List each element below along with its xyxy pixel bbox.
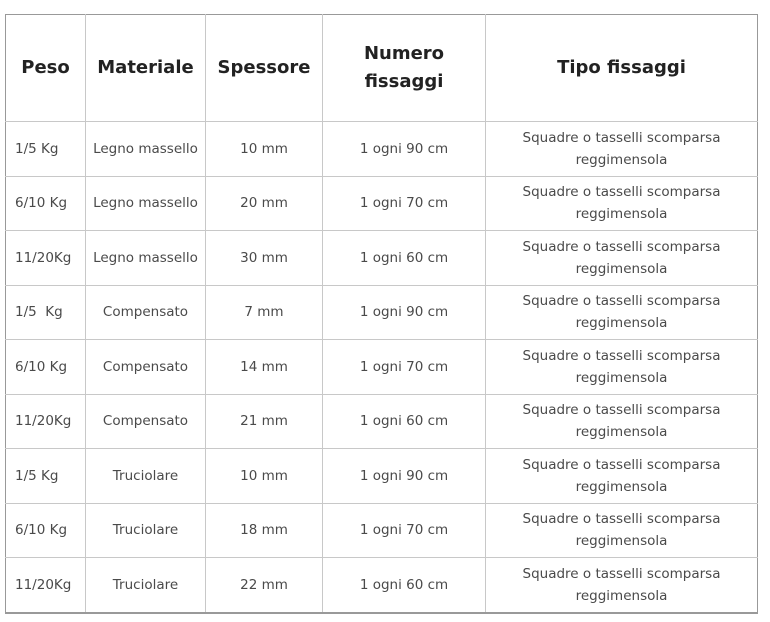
cell-materiale: Legno massello bbox=[86, 176, 206, 231]
table-row bbox=[6, 285, 758, 340]
cell-tipo-fissaggi bbox=[486, 285, 758, 340]
cell-spessore: 10 mm bbox=[206, 122, 323, 177]
cell-peso: 1/5 Kg bbox=[6, 449, 86, 504]
cell-peso: 11/20Kg bbox=[6, 558, 86, 613]
cell-tipo-fissaggi bbox=[486, 503, 758, 558]
table-row bbox=[6, 449, 758, 504]
cell-materiale: Compensato bbox=[86, 340, 206, 395]
header-numero-fissaggi-label: Numero fissaggi bbox=[363, 43, 445, 92]
cell-peso: 11/20Kg bbox=[6, 231, 86, 286]
cell-numero-fissaggi: 1 ogni 60 cm bbox=[323, 394, 486, 449]
cell-peso: 6/10 Kg bbox=[6, 503, 86, 558]
cell-numero-fissaggi: 1 ogni 90 cm bbox=[323, 122, 486, 177]
table-row bbox=[6, 340, 758, 395]
cell-numero-fissaggi: 1 ogni 90 cm bbox=[323, 285, 486, 340]
shelf-fixing-table bbox=[5, 14, 758, 614]
header-tipo-fissaggi: Tipo fissaggi bbox=[486, 15, 758, 122]
cell-tipo-fissaggi bbox=[486, 558, 758, 613]
cell-spessore: 18 mm bbox=[206, 503, 323, 558]
cell-spessore: 22 mm bbox=[206, 558, 323, 613]
cell-numero-fissaggi: 1 ogni 70 cm bbox=[323, 340, 486, 395]
cell-tipo-fissaggi bbox=[486, 231, 758, 286]
cell-tipo-fissaggi-text: Squadre o tasselli scomparsa reggimensola bbox=[522, 293, 721, 332]
cell-tipo-fissaggi bbox=[486, 122, 758, 177]
cell-materiale: Legno massello bbox=[86, 231, 206, 286]
cell-materiale: Compensato bbox=[86, 285, 206, 340]
table-row bbox=[6, 394, 758, 449]
cell-tipo-fissaggi-text: Squadre o tasselli scomparsa reggimensola bbox=[522, 238, 721, 277]
cell-materiale: Truciolare bbox=[86, 558, 206, 613]
cell-tipo-fissaggi-text: Squadre o tasselli scomparsa reggimensola bbox=[522, 565, 721, 604]
cell-spessore: 20 mm bbox=[206, 176, 323, 231]
cell-peso: 11/20Kg bbox=[6, 394, 86, 449]
cell-numero-fissaggi: 1 ogni 60 cm bbox=[323, 558, 486, 613]
table-row bbox=[6, 176, 758, 231]
cell-spessore: 14 mm bbox=[206, 340, 323, 395]
cell-tipo-fissaggi-text: Squadre o tasselli scomparsa reggimensola bbox=[522, 402, 721, 441]
cell-numero-fissaggi: 1 ogni 90 cm bbox=[323, 449, 486, 504]
cell-materiale: Legno massello bbox=[86, 122, 206, 177]
table-row bbox=[6, 558, 758, 613]
cell-spessore: 30 mm bbox=[206, 231, 323, 286]
table-row bbox=[6, 503, 758, 558]
header-peso: Peso bbox=[6, 15, 86, 122]
cell-tipo-fissaggi-text: Squadre o tasselli scomparsa reggimensola bbox=[522, 129, 721, 168]
cell-spessore: 7 mm bbox=[206, 285, 323, 340]
cell-peso: 1/5 Kg bbox=[6, 122, 86, 177]
cell-materiale: Compensato bbox=[86, 394, 206, 449]
cell-peso: 6/10 Kg bbox=[6, 340, 86, 395]
cell-peso: 6/10 Kg bbox=[6, 176, 86, 231]
cell-numero-fissaggi: 1 ogni 60 cm bbox=[323, 231, 486, 286]
cell-tipo-fissaggi bbox=[486, 394, 758, 449]
cell-numero-fissaggi: 1 ogni 70 cm bbox=[323, 176, 486, 231]
cell-tipo-fissaggi-text: Squadre o tasselli scomparsa reggimensola bbox=[522, 184, 721, 223]
cell-spessore: 21 mm bbox=[206, 394, 323, 449]
cell-materiale: Truciolare bbox=[86, 503, 206, 558]
cell-tipo-fissaggi-text: Squadre o tasselli scomparsa reggimensola bbox=[522, 347, 721, 386]
table-row bbox=[6, 231, 758, 286]
header-spessore: Spessore bbox=[206, 15, 323, 122]
header-materiale: Materiale bbox=[86, 15, 206, 122]
cell-tipo-fissaggi-text: Squadre o tasselli scomparsa reggimensola bbox=[522, 456, 721, 495]
table-row bbox=[6, 122, 758, 177]
cell-tipo-fissaggi-text: Squadre o tasselli scomparsa reggimensola bbox=[522, 511, 721, 550]
header-numero-fissaggi bbox=[323, 15, 486, 122]
cell-tipo-fissaggi bbox=[486, 176, 758, 231]
cell-spessore: 10 mm bbox=[206, 449, 323, 504]
table-header-row bbox=[6, 15, 758, 122]
cell-numero-fissaggi: 1 ogni 70 cm bbox=[323, 503, 486, 558]
cell-peso: 1/5 Kg bbox=[6, 285, 86, 340]
cell-tipo-fissaggi bbox=[486, 449, 758, 504]
cell-tipo-fissaggi bbox=[486, 340, 758, 395]
cell-materiale: Truciolare bbox=[86, 449, 206, 504]
